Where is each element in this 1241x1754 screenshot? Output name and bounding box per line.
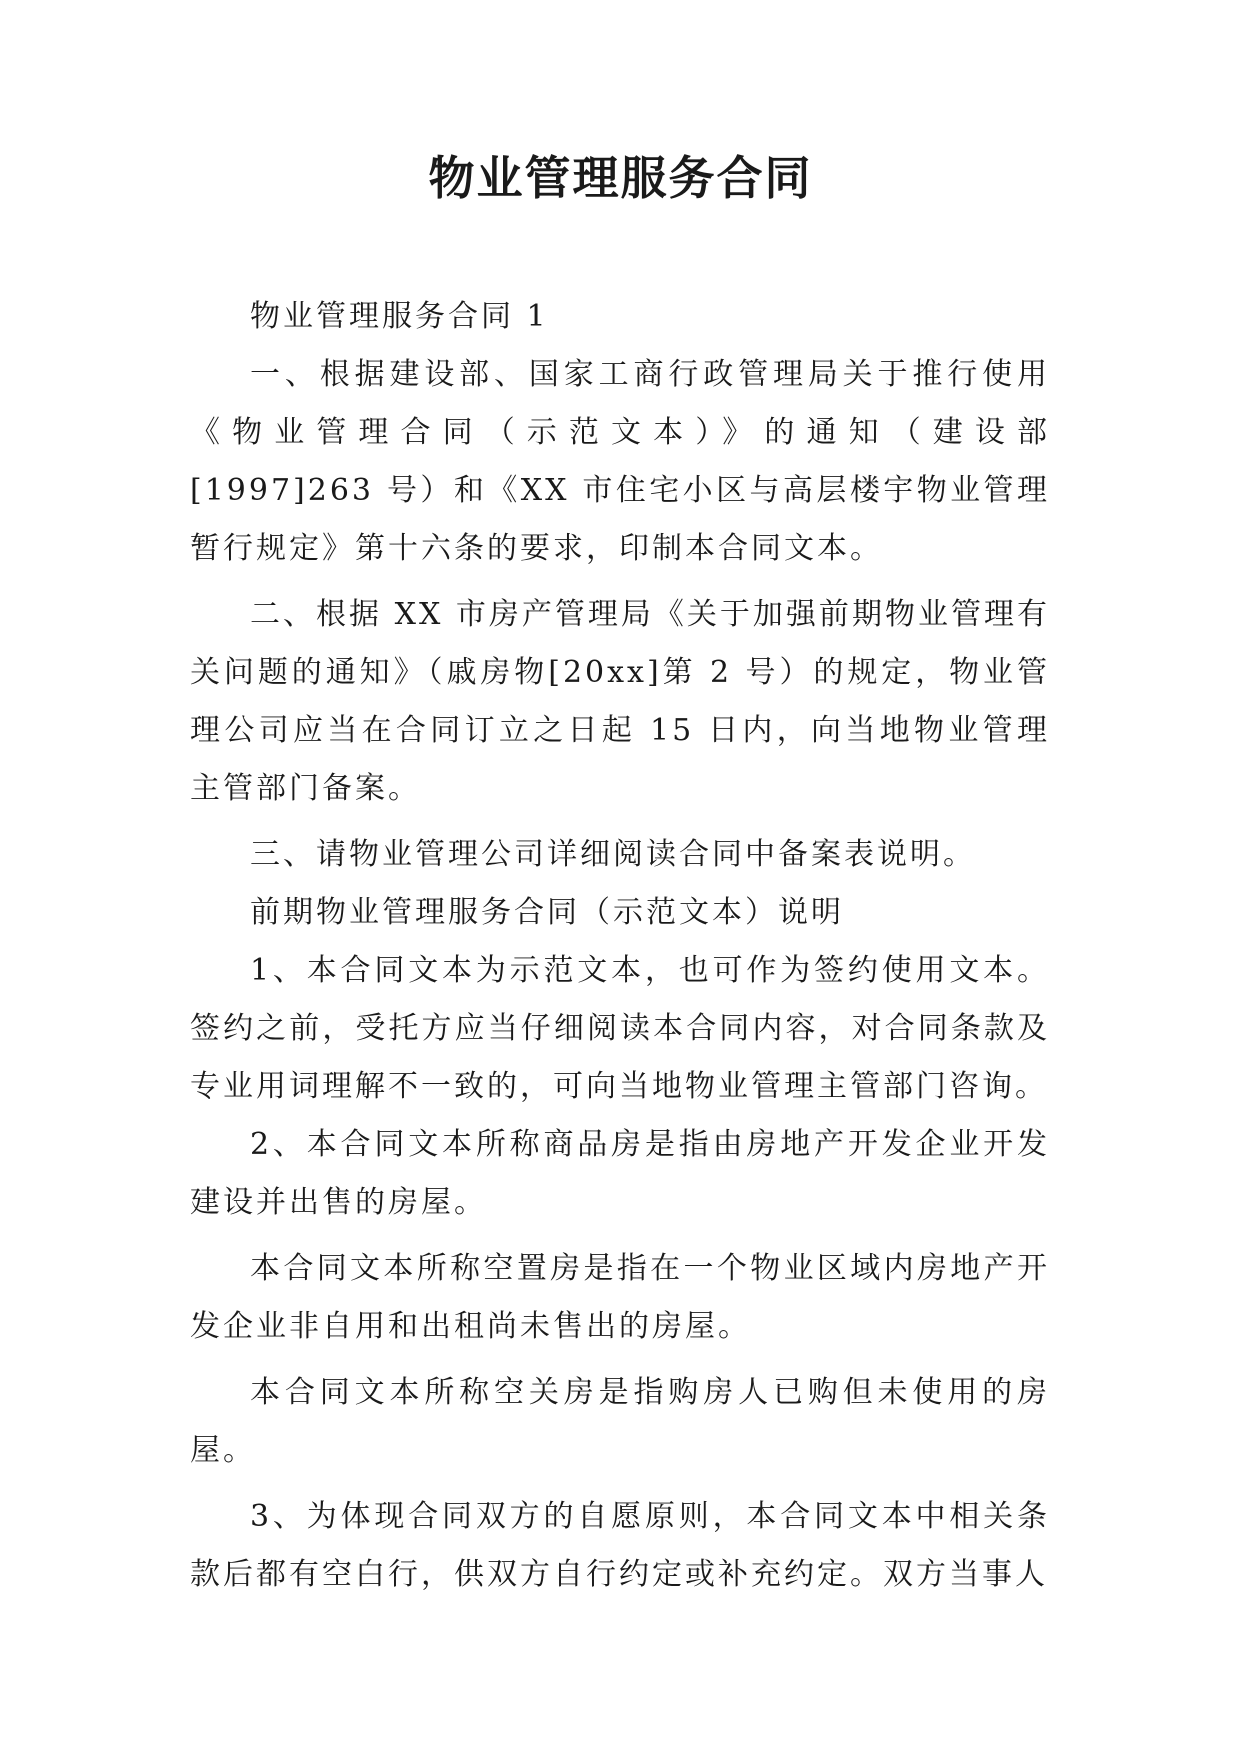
paragraph-contract-heading: 物业管理服务合同 1 — [250, 299, 549, 334]
paragraph-clause-3: 三、请物业管理公司详细阅读合同中备案表说明。 — [250, 837, 976, 872]
paragraph-clause-1: 一、根据建设部、国家工商行政管理局关于推行使用《物业管理合同（示范文本）》的通知（建设部[1997]263 号）和《XX 市住宅小区与高层楼宇物业管理暂行规定》第十六条的要求，印制本合同文本。 — [190, 357, 1050, 566]
document-title: 物业管理服务合同 — [428, 151, 813, 205]
paragraph-closed-house: 本合同文本所称空关房是指购房人已购但未使用的房屋。 — [190, 1375, 1050, 1468]
paragraph-note-1: 1、本合同文本为示范文本，也可作为签约使用文本。签约之前，受托方应当仔细阅读本合同内容，对合同条款及专业用词理解不一致的，可向当地物业管理主管部门咨询。 — [190, 953, 1050, 1104]
paragraph-note-2: 2、本合同文本所称商品房是指由房地产开发企业开发建设并出售的房屋。 — [190, 1127, 1050, 1220]
paragraph-vacant-house: 本合同文本所称空置房是指在一个物业区域内房地产开发企业非自用和出租尚未售出的房屋。 — [190, 1251, 1050, 1344]
paragraph-explanation-heading: 前期物业管理服务合同（示范文本）说明 — [250, 895, 844, 930]
paragraph-note-3: 3、为体现合同双方的自愿原则，本合同文本中相关条款后都有空白行，供双方自行约定或补充约定。双方当事人 — [190, 1499, 1050, 1592]
document-body — [190, 288, 1050, 1604]
paragraph-clause-2: 二、根据 XX 市房产管理局《关于加强前期物业管理有关问题的通知》（戚房物[20xx]第 2 号）的规定，物业管理公司应当在合同订立之日起 15 日内，向当地物业管理主管部门备案。 — [190, 597, 1050, 806]
